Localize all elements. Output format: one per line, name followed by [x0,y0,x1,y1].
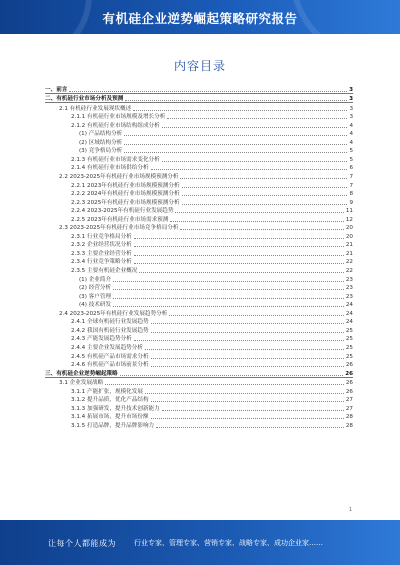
toc-entry-page: 25 [345,344,353,351]
toc-leader-dots [151,418,344,419]
toc-entry[interactable] [45,146,353,155]
toc-entry-label: 3.1.2 提升品质，优化产品结构 [71,397,149,404]
toc-entry-label: 2.2.1 2023年有机硅行业市场规模预测分析 [71,182,180,189]
toc-entry-page: 9 [349,199,353,206]
toc-leader-dots [145,393,344,394]
toc-entry-page: 3 [349,114,353,121]
page-number: 1 [348,507,352,513]
toc-entry[interactable] [45,214,353,223]
toc-entry-page: 21 [345,250,353,257]
toc-entry[interactable] [45,334,353,343]
toc-entry-label: 2.3.5 主要有机硅企业概况 [71,268,138,275]
toc-leader-dots [169,315,344,316]
toc-entry-page: 11 [345,208,353,215]
toc-entry[interactable] [45,137,353,146]
toc-entry-page: 25 [345,327,353,334]
toc-entry[interactable] [45,291,353,300]
toc-entry-label: 2.1.3 有机硅行业市场需求变化分析 [71,156,160,163]
toc-entry-page: 27 [345,405,353,412]
toc-entry-label: 二、有机硅行业市场分析及预测 [45,96,124,103]
toc-entry-label: (3) 竞争格局分析 [79,148,123,155]
toc-entry-label: 3.1.1 产能扩张，规模化发展 [71,388,143,395]
toc-entry-label: (1) 企业简介 [79,276,112,283]
toc-entry[interactable] [45,360,353,369]
toc-leader-dots [113,281,344,282]
toc-entry-page: 26 [345,388,353,395]
toc-leader-dots [134,246,344,247]
toc-entry-page: 22 [345,268,353,275]
toc-leader-dots [156,427,344,428]
toc-entry[interactable] [45,112,353,121]
toc-entry[interactable] [45,154,353,163]
toc-entry-page: 26 [345,370,353,377]
toc-entry[interactable] [45,403,353,412]
toc-entry-label: 2.2 2023-2025年有机硅行业市场规模预测分析 [59,174,179,181]
toc-entry[interactable] [45,197,353,206]
toc-entry[interactable] [45,351,353,360]
toc-entry[interactable] [45,308,353,317]
toc-leader-dots [151,323,344,324]
toc-entry-page: 22 [345,259,353,266]
toc-leader-dots [175,212,343,213]
toc-entry-label: 2.3.1 行业竞争格局分析 [71,233,132,240]
toc-leader-dots [151,358,344,359]
toc-entry-label: 2.1.4 有机硅行业市场供给分析 [71,165,149,172]
toc-leader-dots [139,272,344,273]
toc-entry-page: 4 [349,131,353,138]
toc-entry[interactable] [45,84,353,94]
toc-entry-page: 8 [349,191,353,198]
toc-entry-label: 2.2.4 2023-2025年有机硅行业发展趋势 [71,208,174,215]
toc-leader-dots [151,366,344,367]
toc-leader-dots [145,349,344,350]
toc-leader-dots [124,144,347,145]
toc-entry-page: 24 [345,310,353,317]
toc-entry[interactable] [45,395,353,404]
toc-entry-label: 2.3 2023-2025年有机硅行业市场竞争格局分析 [59,225,179,232]
toc-entry-label: 三、有机硅企业逆势崛起策略 [45,370,118,377]
toc-entry[interactable] [45,223,353,232]
toc-entry[interactable] [45,368,353,378]
toc-entry-label: 2.3.3 主要企业经营分析 [71,250,132,257]
toc-entry-label: 2.3.4 行业竞争策略分析 [71,259,132,266]
toc-entry-page: 25 [345,336,353,343]
toc-leader-dots [167,118,347,119]
toc-leader-dots [182,204,348,205]
toc-entry[interactable] [45,103,353,112]
toc-entry[interactable] [45,378,353,387]
toc-leader-dots [133,110,347,111]
toc-leader-dots [105,384,344,385]
toc-entry[interactable] [45,265,353,274]
toc-leader-dots [134,340,344,341]
toc-entry-label: 3.1 企业发展战略 [59,380,104,387]
toc-entry-page: 7 [349,182,353,189]
toc-entry[interactable] [45,248,353,257]
toc-leader-dots [180,229,343,230]
toc-entry-page: 5 [349,148,353,155]
toc-entry[interactable] [45,120,353,129]
toc-leader-dots [113,298,344,299]
toc-entry[interactable] [45,171,353,180]
toc-leader-dots [134,263,344,264]
toc-entry-label: 2.3.2 企业经营状况分析 [71,242,132,249]
toc-leader-dots [124,152,347,153]
toc-entry-page: 23 [345,276,353,283]
toc-entry-label: 2.4.2 我国有机硅行业发展趋势 [71,327,149,334]
toc-entry[interactable] [45,240,353,249]
toc-entry-page: 20 [345,225,353,232]
toc-entry-label: 2.4.6 有机硅产品市场前景分析 [71,362,149,369]
toc-leader-dots [151,332,344,333]
toc-entry[interactable] [45,163,353,172]
toc-entry[interactable] [45,180,353,189]
toc-entry-page: 24 [345,302,353,309]
toc-leader-dots [124,135,347,136]
toc-entry-page: 24 [345,319,353,326]
toc-entry-page: 12 [345,216,353,223]
toc-entry-page: 28 [345,414,353,421]
toc-entry[interactable] [45,300,353,309]
toc-entry-label: 3.1.3 加强研发，提升技术创新能力 [71,405,160,412]
footer-slogan: 让每个人都能成为 [48,539,116,548]
toc-leader-dots [113,289,344,290]
toc-leader-dots [170,221,344,222]
toc-entry[interactable] [45,129,353,138]
toc-entry-label: 2.2.2 2024年有机硅行业市场规模预测分析 [71,191,180,198]
toc-leader-dots [162,161,348,162]
table-of-contents [45,84,353,429]
toc-entry-page: 21 [345,242,353,249]
toc-entry-label: 2.4.3 产能发展趋势分析 [71,336,132,343]
toc-entry-label: (1) 产品结构分析 [79,131,123,138]
toc-entry-label: 3.1.4 拓展市场，提升市场份额 [71,414,149,421]
toc-leader-dots [120,375,343,376]
toc-entry-page: 26 [345,380,353,387]
footer-tagline: 行业专家、管理专家、营销专家、战略专家、成功企业家…… [134,539,323,547]
toc-entry-label: (3) 客户管理 [79,293,112,300]
toc-leader-dots [162,410,344,411]
toc-entry[interactable] [45,317,353,326]
toc-entry-page: 7 [349,174,353,181]
toc-entry-page: 4 [349,139,353,146]
toc-entry-page: 27 [345,397,353,404]
toc-entry-label: 2.4.1 全球有机硅行业发展趋势 [71,319,149,326]
toc-entry-label: 2.4 2023-2025年有机硅行业发展趋势分析 [59,310,168,317]
toc-entry-label: 2.1.1 有机硅行业市场规模及增长分析 [71,114,166,121]
toc-heading: 内容目录 [173,59,226,73]
toc-entry-page: 5 [349,156,353,163]
toc-entry-label: (2) 经营分析 [79,285,112,292]
toc-entry-page: 3 [349,105,353,112]
toc-entry-page: 28 [345,422,353,429]
toc-entry[interactable] [45,283,353,292]
toc-entry-label: (4) 技术研发 [79,302,112,309]
toc-leader-dots [151,169,348,170]
page-footer-banner [0,520,400,565]
page-header-banner [0,0,400,34]
toc-entry-label: 2.1 有机硅行业发展现状概述 [59,105,132,112]
toc-entry-page: 3 [349,86,353,93]
toc-entry[interactable] [45,386,353,395]
toc-entry[interactable] [45,420,353,429]
toc-entry-page: 20 [345,233,353,240]
report-title: 有机硅企业逆势崛起策略研究报告 [102,11,298,26]
toc-entry-label: 3.1.5 打造品牌，提升品牌影响力 [71,422,155,429]
toc-leader-dots [134,238,344,239]
toc-entry-page: 23 [345,285,353,292]
toc-entry-label: (2) 区域结构分析 [79,139,123,146]
toc-entry[interactable] [45,257,353,266]
toc-entry[interactable] [45,94,353,104]
toc-entry[interactable] [45,342,353,351]
toc-entry-page: 25 [345,353,353,360]
toc-entry-label: 2.4.5 有机硅产品市场需求分析 [71,353,149,360]
toc-leader-dots [151,401,344,402]
toc-leader-dots [113,306,344,307]
toc-leader-dots [180,178,347,179]
toc-entry-label: 2.1.2 有机硅行业市场结构组成分析 [71,122,160,129]
toc-entry[interactable] [45,231,353,240]
toc-leader-dots [69,91,347,92]
toc-entry[interactable] [45,189,353,198]
toc-entry-page: 23 [345,293,353,300]
toc-entry[interactable] [45,274,353,283]
toc-entry-label: 2.2.5 2023年有机硅行业市场需求预测 [71,216,169,223]
toc-entry-label: 2.2.3 2025年有机硅行业市场规模预测分析 [71,199,180,206]
toc-leader-dots [182,195,348,196]
toc-leader-dots [134,255,344,256]
toc-entry-page: 26 [345,362,353,369]
toc-leader-dots [182,187,348,188]
toc-entry[interactable] [45,206,353,215]
toc-leader-dots [125,100,347,101]
toc-entry[interactable] [45,412,353,421]
toc-entry-page: 6 [349,165,353,172]
toc-entry[interactable] [45,325,353,334]
toc-entry-page: 4 [349,122,353,129]
toc-leader-dots [162,127,348,128]
toc-entry-label: 一、前言 [45,86,68,93]
toc-entry-label: 2.4.4 主要企业发展趋势分析 [71,344,143,351]
toc-entry-page: 3 [349,96,353,103]
